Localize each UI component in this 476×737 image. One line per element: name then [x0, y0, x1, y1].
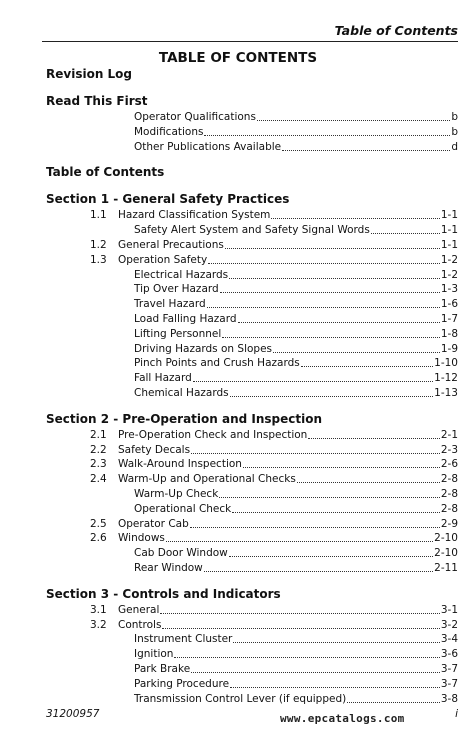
entry-label: Rear Window: [134, 562, 203, 574]
entry-label: Operation Safety: [118, 253, 208, 266]
entry-label: General Precautions: [118, 239, 224, 251]
entry-page-number: 1-8: [440, 327, 458, 340]
watermark: www.epcatalogs.com: [280, 712, 405, 725]
entry-number: 2.6: [90, 532, 107, 545]
entry-label: Operator Cab: [118, 517, 189, 530]
entry-label: Travel Hazard: [134, 298, 206, 311]
entry-page-number: 2-9: [440, 517, 458, 530]
entry-label: Safety Decals: [118, 443, 191, 456]
entry-number: 2.4: [90, 473, 107, 486]
entry-page-number: 3-7: [440, 663, 458, 675]
entry-label: Safety Alert System and Safety Signal Words: [134, 224, 370, 237]
dot-leader: [222, 337, 440, 338]
section-title: Revision Log: [46, 67, 133, 81]
dot-leader: [230, 396, 434, 397]
entry-page-number: 2-10: [434, 532, 458, 545]
dot-leader: [273, 352, 440, 353]
dot-leader: [166, 541, 433, 542]
entry-label: Hazard Classification System: [118, 209, 271, 222]
dot-leader: [238, 322, 440, 323]
dot-leader: [257, 120, 450, 121]
dot-leader: [204, 135, 450, 136]
section-title: Section 1 - General Safety Practices: [46, 192, 290, 207]
entry-label: Lifting Personnel: [134, 327, 222, 340]
dot-leader: [208, 263, 440, 264]
dot-leader: [174, 657, 439, 658]
dot-leader: [191, 453, 440, 454]
dot-leader: [301, 366, 433, 367]
entry-page-number: 2-8: [440, 473, 458, 486]
entry-label: Windows: [118, 532, 165, 545]
dot-leader: [282, 150, 450, 151]
dot-leader: [193, 381, 433, 382]
footer-page-number: i: [455, 708, 458, 720]
entry-page-number: 1-3: [440, 283, 458, 296]
entry-page-number: b: [451, 111, 458, 123]
section-title: Table of Contents: [46, 165, 165, 180]
entry-page-number: 2-3: [440, 443, 458, 456]
entry-number: 3.2: [90, 618, 107, 631]
entry-page-number: 1-7: [440, 313, 458, 325]
entry-page-number: 2-1: [440, 428, 458, 441]
entry-page-number: d: [451, 140, 458, 153]
entry-label: Parking Procedure: [134, 677, 230, 690]
entry-number: 1.2: [90, 239, 107, 251]
entry-page-number: 3-8: [440, 692, 458, 705]
section-title: Section 2 - Pre-Operation and Inspection: [46, 411, 323, 426]
entry-label: Transmission Control Lever (if equipped): [134, 692, 347, 705]
entry-page-number: 1-10: [434, 357, 458, 370]
dot-leader: [233, 642, 439, 643]
entry-page-number: 1-2: [440, 268, 458, 281]
dot-leader: [230, 687, 440, 688]
entry-label: Warm-Up Check: [134, 488, 219, 500]
dot-leader: [347, 702, 440, 703]
entry-label: Tip Over Hazard: [134, 283, 219, 296]
entry-page-number: 2-11: [434, 562, 458, 574]
entry-label: General: [118, 603, 160, 616]
entry-page-number: 3-7: [440, 677, 458, 690]
entry-page-number: b: [451, 125, 458, 138]
entry-page-number: 1-6: [440, 298, 458, 311]
dot-leader: [308, 438, 440, 439]
entry-page-number: 1-13: [434, 387, 458, 399]
entry-page-number: 3-2: [440, 618, 458, 631]
dot-leader: [229, 556, 433, 557]
dot-leader: [243, 467, 440, 468]
entry-label: Pinch Points and Crush Hazards: [134, 357, 300, 370]
header-title: Table of Contents: [334, 23, 458, 38]
entry-number: 2.2: [90, 443, 107, 456]
dot-leader: [271, 218, 439, 219]
dot-leader: [232, 512, 440, 513]
entry-label: Load Falling Hazard: [134, 313, 237, 325]
entry-page-number: 1-12: [434, 372, 458, 385]
entry-page-number: 1-2: [440, 253, 458, 266]
entry-number: 1.1: [90, 209, 107, 222]
dot-leader: [162, 628, 439, 629]
entry-page-number: 3-6: [440, 648, 458, 661]
entry-label: Driving Hazards on Slopes: [134, 342, 273, 355]
entry-number: 2.5: [90, 517, 107, 530]
section-title: Section 3 - Controls and Indicators: [46, 586, 281, 601]
entry-page-number: 2-10: [434, 547, 458, 560]
dot-leader: [225, 248, 440, 249]
dot-leader: [229, 278, 440, 279]
entry-label: Controls: [118, 618, 162, 631]
dot-leader: [220, 292, 440, 293]
entry-label: Operational Check: [134, 502, 232, 515]
entry-label: Walk-Around Inspection: [118, 458, 242, 471]
entry-label: Fall Hazard: [134, 372, 192, 385]
entry-page-number: 1-1: [440, 239, 458, 251]
dot-leader: [190, 527, 440, 528]
header-rule: [42, 41, 458, 42]
entry-page-number: 3-1: [440, 603, 458, 616]
section-title: Read This First: [46, 94, 148, 108]
dot-leader: [207, 307, 440, 308]
entry-page-number: 2-6: [440, 458, 458, 471]
entry-label: Cab Door Window: [134, 547, 228, 560]
dot-leader: [204, 571, 433, 572]
entry-page-number: 3-4: [440, 633, 458, 646]
entry-number: 2.1: [90, 428, 107, 441]
dot-leader: [191, 672, 440, 673]
entry-page-number: 2-8: [440, 488, 458, 500]
footer-doc-number: 31200957: [46, 708, 100, 720]
entry-label: Park Brake: [134, 663, 191, 675]
dot-leader: [297, 482, 440, 483]
entry-number: 2.3: [90, 458, 107, 471]
entry-page-number: 1-9: [440, 342, 458, 355]
dot-leader: [219, 497, 440, 498]
entry-label: Pre-Operation Check and Inspection: [118, 428, 308, 441]
entry-label: Ignition: [134, 648, 174, 661]
entry-page-number: 1-1: [440, 224, 458, 237]
page-title: TABLE OF CONTENTS: [158, 50, 318, 66]
entry-label: Other Publications Available: [134, 140, 282, 153]
entry-number: 1.3: [90, 253, 107, 266]
entry-number: 3.1: [90, 603, 107, 616]
entry-label: Electrical Hazards: [134, 268, 229, 281]
entry-label: Operator Qualifications: [134, 111, 256, 123]
entry-label: Warm-Up and Operational Checks: [118, 473, 296, 486]
entry-page-number: 1-1: [440, 209, 458, 222]
dot-leader: [371, 233, 440, 234]
entry-label: Chemical Hazards: [134, 387, 229, 399]
entry-page-number: 2-8: [440, 502, 458, 515]
dot-leader: [160, 613, 439, 614]
entry-label: Modifications: [134, 125, 204, 138]
entry-label: Instrument Cluster: [134, 633, 233, 646]
